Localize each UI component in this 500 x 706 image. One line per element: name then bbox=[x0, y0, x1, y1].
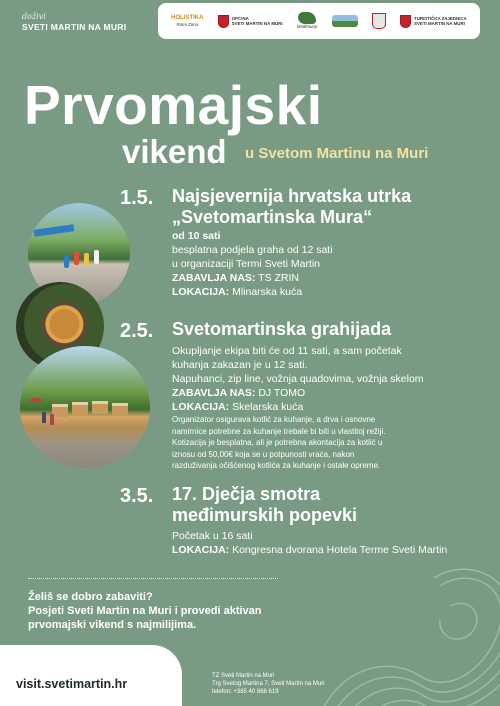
contact-info: TZ Sveti Martin na Muri Trg Svetog Martina 7, Sveti Martin na Muri telefon: +385 40 868 619 bbox=[212, 673, 325, 695]
event-1-date: 1.5. bbox=[120, 187, 154, 209]
rural-logo bbox=[332, 15, 358, 27]
event-2-note: Organizator osigurava kotlić za kuhanje, a drva i osnovne namirnice potrebne za kuhanje trebale bi biti u vlastitoj režiji. Kotizacija je besplatna, ali je potrebna akontacija za kotlić u iznosu od 50,00€ koja se u potpunosti vraća, nakon razduživanja očišćenog kotlića za kuhanje i ostale opreme. bbox=[172, 415, 386, 470]
decorative-swirl bbox=[300, 546, 500, 706]
medjimurje-map-icon bbox=[298, 12, 316, 24]
event-2-lokacija: LOKACIJA: Skelarska kuća bbox=[172, 401, 304, 413]
page-title-vikend: vikend bbox=[122, 133, 227, 170]
call-to-action: Želiš se dobro zabaviti? Posjeti Sveti Martin na Muri i provedi aktivan prvomajski vikend s najmilijima. bbox=[28, 591, 262, 631]
page-title: Prvomajski bbox=[24, 74, 323, 136]
brand bbox=[22, 12, 126, 32]
tz-logo: TURISTIČKA ZAJEDNICA SVETI MARTIN NA MURI bbox=[400, 15, 467, 28]
event-3-details: Početak u 16 sati LOKACIJA: Kongresna dvorana Hotela Terme Sveti Martin bbox=[172, 530, 448, 556]
website-link[interactable]: visit.svetimartin.hr bbox=[16, 677, 128, 691]
landscape-icon bbox=[332, 15, 358, 27]
tz-crest-icon bbox=[400, 15, 411, 28]
event-3-heading: 17. Dječja smotra međimurskih popevki bbox=[172, 484, 358, 525]
crest-logo bbox=[372, 13, 386, 29]
event-3-date: 3.5. bbox=[120, 485, 154, 507]
partner-logos bbox=[158, 3, 480, 39]
brand-tagline: doživi bbox=[22, 12, 46, 21]
opcina-crest-icon bbox=[218, 15, 229, 28]
event-1-details: od 10 sati besplatna podjela graha od 12 sati u organizaciji Termi Sveti Martin ZABAVLJA NAS: TS ZRIN LOKACIJA: Mlinarska kuća bbox=[172, 230, 333, 298]
event-3-lokacija: LOKACIJA: Kongresna dvorana Hotela Terme Sveti Martin bbox=[172, 544, 448, 556]
event-2-zabavlja: ZABAVLJA NAS: DJ TOMO bbox=[172, 387, 306, 399]
event-2-details: Okupljanje ekipa biti će od 11 sati, a sam početak kuhanja zakazan je u 12 sati. Napuhanci, zip line, vožnja quadovima, vožnja skelom ZABAVLJA NAS: DJ TOMO LOKACIJA: Skelarska kuća Organizator osigurava kotlić za kuhanje, a drva i osnovne namirnice potrebne za kuhanje trebale bi biti u vlastitoj režiji. Kotizacija je besplatna, ali je potrebna akontacija za kotlić u iznosu od 50,00€ koja se u potpunosti vraća, nakon razduživanja očišćenog kotlića za kuhanje i ostale opreme. bbox=[172, 345, 424, 470]
holistika-logo: HOLISTIKA Romi Zona bbox=[171, 15, 204, 27]
divider bbox=[28, 578, 278, 579]
market-photo bbox=[20, 346, 150, 468]
event-1-heading: Najsjevernija hrvatska utrka „Svetomartinska Mura“ bbox=[172, 186, 412, 227]
event-2-date: 2.5. bbox=[120, 320, 154, 342]
medjimurje-logo: Međimurje bbox=[297, 12, 318, 29]
heraldic-crest-icon bbox=[372, 13, 386, 29]
event-1-lokacija: LOKACIJA: Mlinarska kuća bbox=[172, 286, 303, 298]
page-subtitle: u Svetom Martinu na Muri bbox=[245, 145, 429, 162]
opcina-logo: OPĆINA SVETI MARTIN NA MURI bbox=[218, 15, 283, 28]
event-1-zabavlja: ZABAVLJA NAS: TS ZRIN bbox=[172, 272, 299, 284]
url-box bbox=[0, 645, 182, 706]
brand-name: SVETI MARTIN NA MURI bbox=[22, 22, 127, 32]
event-1-time: od 10 sati bbox=[172, 230, 221, 242]
event-2-heading: Svetomartinska grahijada bbox=[172, 319, 392, 339]
